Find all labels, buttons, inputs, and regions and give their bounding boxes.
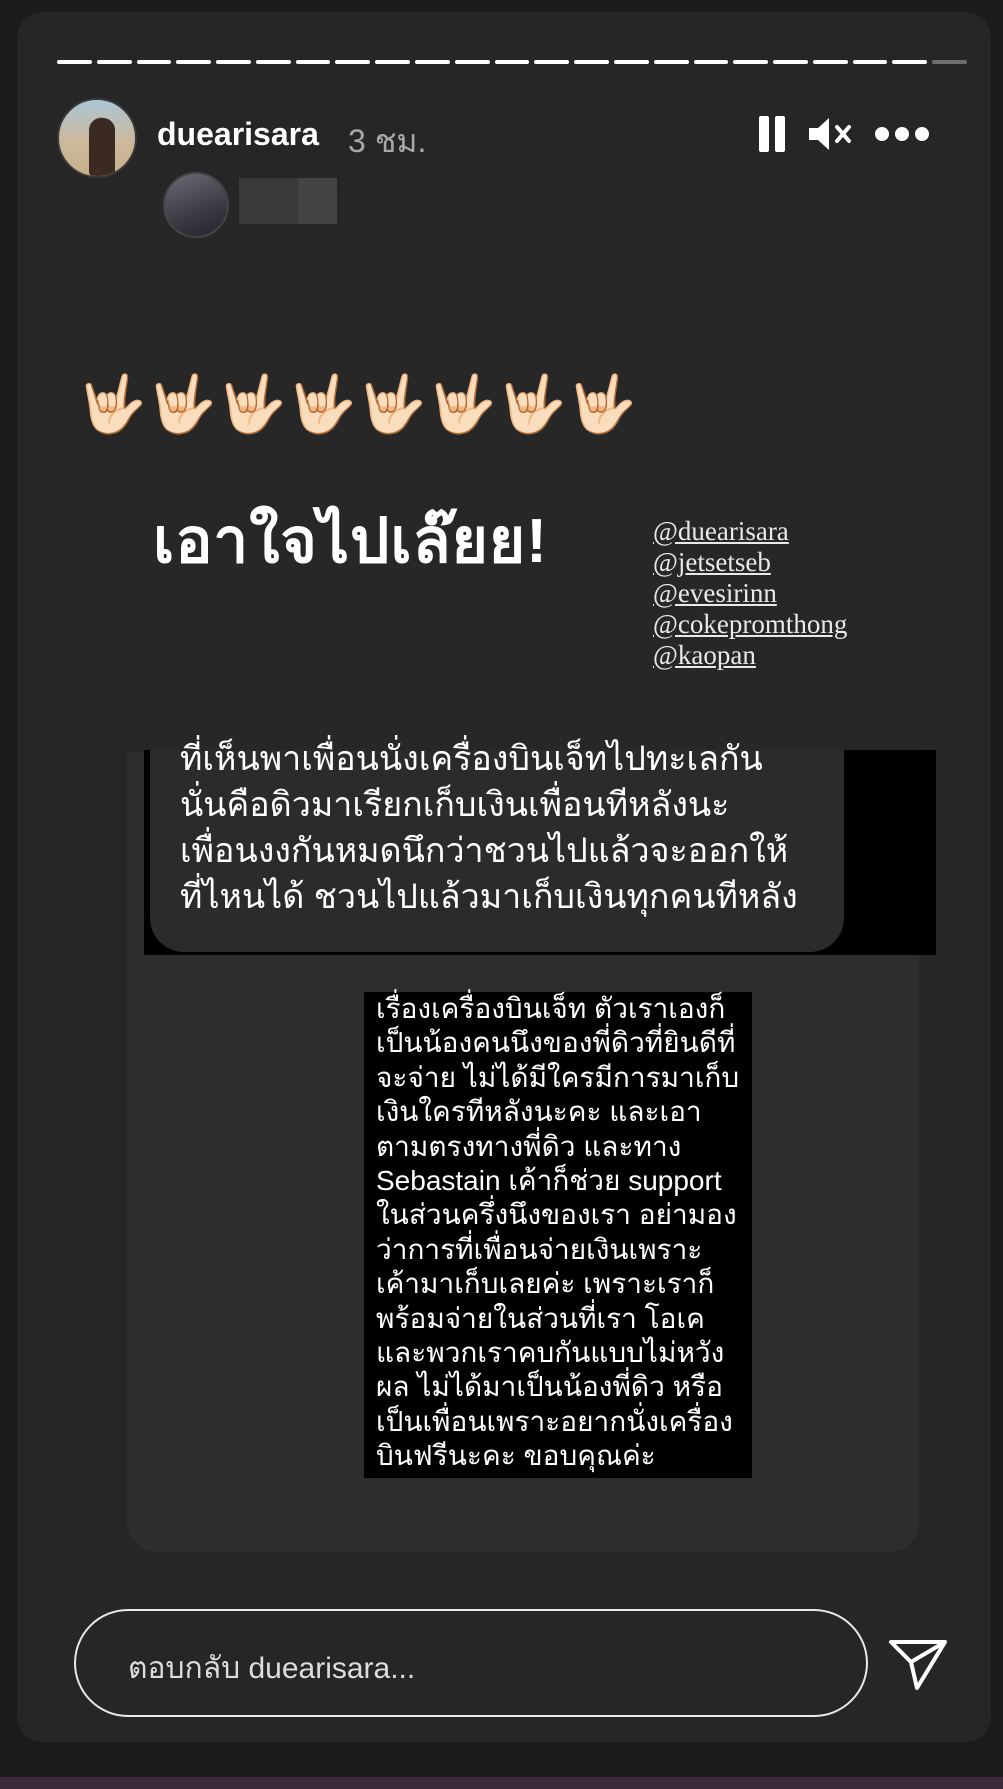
speaker-muted-icon[interactable] [807, 114, 855, 154]
more-options-icon[interactable] [875, 124, 933, 144]
note-line: เงินใครทีหลังนะคะ และเอา [376, 1096, 702, 1128]
quoted-comment-bubble [150, 740, 844, 952]
rock-hand-emoji: 🤟🏻 [217, 372, 287, 437]
username[interactable]: duearisara [157, 116, 319, 152]
progress-segment [216, 60, 251, 64]
rock-hand-emoji: 🤟🏻 [147, 372, 217, 437]
progress-segment [137, 60, 172, 64]
comment-line: เพื่อนงงกันหมดนึกว่าชวนไปแล้วจะออกให้ [180, 832, 789, 870]
progress-segment [574, 60, 609, 64]
note-line: พร้อมจ่ายในส่วนที่เรา โอเค [376, 1302, 705, 1334]
note-line: เป็นน้องคนนึงของพี่ดิวที่ยินดีที่ [376, 1027, 736, 1059]
send-paper-plane-icon[interactable] [887, 1634, 949, 1692]
rock-hand-emoji: 🤟🏻 [567, 372, 637, 437]
rock-hand-emoji: 🤟🏻 [497, 372, 567, 437]
note-line: และพวกเราคบกันแบบไม่หวัง [376, 1337, 725, 1369]
progress-segment [415, 60, 450, 64]
progress-segment [176, 60, 211, 64]
story-viewer [17, 12, 991, 1742]
progress-segment [694, 60, 729, 64]
progress-segment [335, 60, 370, 64]
progress-segment [256, 60, 291, 64]
comment-line: ที่ไหนได้ ชวนไปแล้วมาเก็บเงินทุกคนทีหลัง [180, 878, 798, 916]
progress-segment [773, 60, 808, 64]
comment-line: นั่นคือดิวมาเรียกเก็บเงินเพื่อนทีหลังนะ [180, 786, 730, 824]
user-avatar[interactable] [57, 98, 137, 178]
progress-segment [614, 60, 649, 64]
note-line: Sebastain เค้าก็ช่วย support [376, 1165, 722, 1197]
mention-link[interactable]: @kaopan [653, 640, 756, 670]
screenshot-avatar [163, 172, 229, 238]
progress-segment [57, 60, 92, 64]
comment-line: ที่เห็นพาเพื่อนนั่งเครื่องบินเจ็ทไปทะเลกัน [180, 740, 763, 778]
progress-segment [97, 60, 132, 64]
emoji-row [77, 372, 637, 438]
note-line: จะจ่าย ไม่ได้มีใครมีการมาเก็บ [376, 1061, 740, 1093]
mention-link[interactable]: @cokepromthong [653, 609, 848, 639]
progress-segment [296, 60, 331, 64]
mention-link[interactable]: @evesirinn [653, 578, 777, 608]
mention-list [653, 516, 847, 671]
progress-segment [495, 60, 530, 64]
note-line: ตามตรงทางพี่ดิว และทาง [376, 1130, 682, 1162]
pause-icon[interactable] [757, 114, 789, 154]
progress-segment [733, 60, 768, 64]
note-line: ในส่วนครึ่งนึงของเรา อย่ามอง [376, 1199, 737, 1231]
mention-link[interactable]: @jetsetseb [653, 547, 771, 577]
story-progress-bar [57, 60, 967, 64]
blurred-name [239, 178, 337, 224]
rock-hand-emoji: 🤟🏻 [287, 372, 357, 437]
note-line: เรื่องเครื่องบินเจ็ท ตัวเราเองก็ [376, 993, 726, 1024]
story-headline: เอาใจไปเล๊ยย! [153, 507, 548, 576]
note-line: เป็นเพื่อนเพราะอยากนั่งเครื่อง [376, 1405, 733, 1437]
progress-segment [932, 60, 967, 64]
rock-hand-emoji: 🤟🏻 [357, 372, 427, 437]
bottom-edge-strip [0, 1777, 1003, 1789]
note-line: ผล ไม่ได้มาเป็นน้องพี่ดิว หรือ [376, 1371, 723, 1403]
rock-hand-emoji: 🤟🏻 [77, 372, 147, 437]
note-line: เค้ามาเก็บเลยค่ะ เพราะเราก็ [376, 1268, 715, 1300]
progress-segment [654, 60, 689, 64]
note-line: บินฟรีนะคะ ขอบคุณค่ะ [376, 1440, 656, 1472]
reply-note-box [364, 992, 752, 1478]
progress-segment [455, 60, 490, 64]
mention-link[interactable]: @duearisara [653, 516, 789, 546]
progress-segment [892, 60, 927, 64]
story-timestamp: 3 ชม. [348, 123, 427, 159]
progress-segment [853, 60, 888, 64]
progress-segment [534, 60, 569, 64]
reply-input[interactable] [74, 1609, 868, 1717]
reply-placeholder: ตอบกลับ duearisara... [128, 1652, 416, 1685]
progress-segment [375, 60, 410, 64]
avatar-figure [89, 118, 115, 176]
progress-segment [813, 60, 848, 64]
note-line: ว่าการที่เพื่อนจ่ายเงินเพราะ [376, 1233, 703, 1265]
rock-hand-emoji: 🤟🏻 [427, 372, 497, 437]
